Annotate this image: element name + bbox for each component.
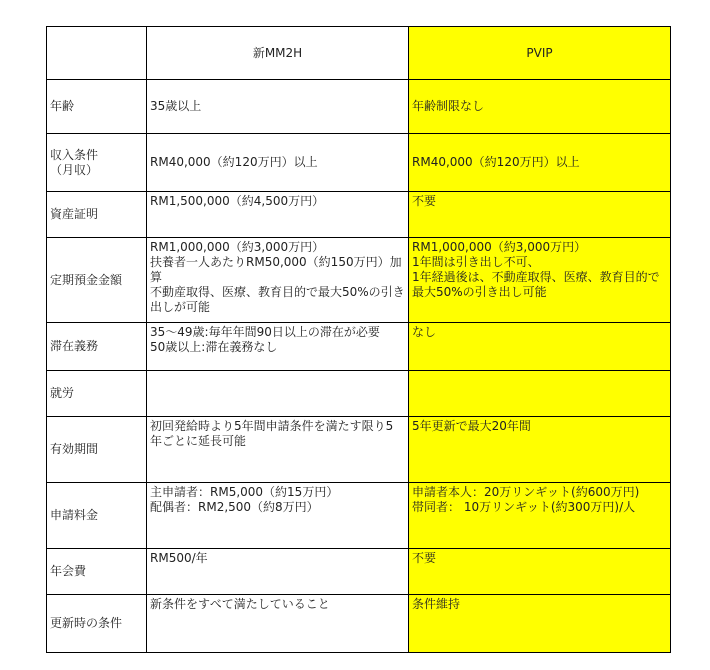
pvip-cell — [409, 371, 671, 417]
pvip-cell: 申請者本人：20万リンギット(約600万円) 帯同者： 10万リンギット(約300万円)/人 — [409, 483, 671, 549]
mm2h-cell: 初回発給時より5年間申請条件を満たす限り5年ごとに延長可能 — [147, 417, 409, 483]
pvip-cell: 条件維持 — [409, 595, 671, 653]
row-income — [47, 134, 671, 192]
pvip-cell: 年齢制限なし — [409, 80, 671, 134]
pvip-cell: 5年更新で最大20年間 — [409, 417, 671, 483]
row-validity — [47, 417, 671, 483]
mm2h-cell: 35歳以上 — [147, 80, 409, 134]
mm2h-cell: 35～49歳:毎年年間90日以上の滞在が必要 50歳以上:滞在義務なし — [147, 323, 409, 371]
mm2h-cell: RM1,500,000（約4,500万円） — [147, 192, 409, 238]
row-label: 有効期間 — [47, 417, 147, 483]
row-label: 資産証明 — [47, 192, 147, 238]
pvip-cell: 不要 — [409, 549, 671, 595]
header-pvip: PVIP — [409, 27, 671, 80]
row-asset-proof — [47, 192, 671, 238]
row-fixed-deposit — [47, 238, 671, 323]
header-mm2h: 新MM2H — [147, 27, 409, 80]
row-label: 定期預金金額 — [47, 238, 147, 323]
header-row — [47, 27, 671, 80]
mm2h-cell: 新条件をすべて満たしていること — [147, 595, 409, 653]
pvip-cell: RM1,000,000（約3,000万円） 1年間は引き出し不可、 1年経過後は、不動産取得、医療、教育目的で最大50%の引き出し可能 — [409, 238, 671, 323]
row-label: 年齢 — [47, 80, 147, 134]
header-blank-cell — [47, 27, 147, 80]
row-label: 更新時の条件 — [47, 595, 147, 653]
mm2h-cell — [147, 371, 409, 417]
pvip-cell: 不要 — [409, 192, 671, 238]
row-annual-fee — [47, 549, 671, 595]
row-employment — [47, 371, 671, 417]
row-label: 申請料金 — [47, 483, 147, 549]
mm2h-cell: RM40,000（約120万円）以上 — [147, 134, 409, 192]
row-stay-obligation — [47, 323, 671, 371]
pvip-cell: なし — [409, 323, 671, 371]
row-age — [47, 80, 671, 134]
row-label: 就労 — [47, 371, 147, 417]
mm2h-cell: RM500/年 — [147, 549, 409, 595]
pvip-cell: RM40,000（約120万円）以上 — [409, 134, 671, 192]
mm2h-cell: RM1,000,000（約3,000万円） 扶養者一人あたりRM50,000（約150万円）加算 不動産取得、医療、教育目的で最大50%の引き出しが可能 — [147, 238, 409, 323]
row-renewal-conditions — [47, 595, 671, 653]
row-label: 滞在義務 — [47, 323, 147, 371]
row-application-fee — [47, 483, 671, 549]
comparison-table — [46, 26, 671, 653]
mm2h-cell: 主申請者：RM5,000（約15万円） 配偶者：RM2,500（約8万円） — [147, 483, 409, 549]
row-label: 収入条件 （月収） — [47, 134, 147, 192]
row-label: 年会費 — [47, 549, 147, 595]
